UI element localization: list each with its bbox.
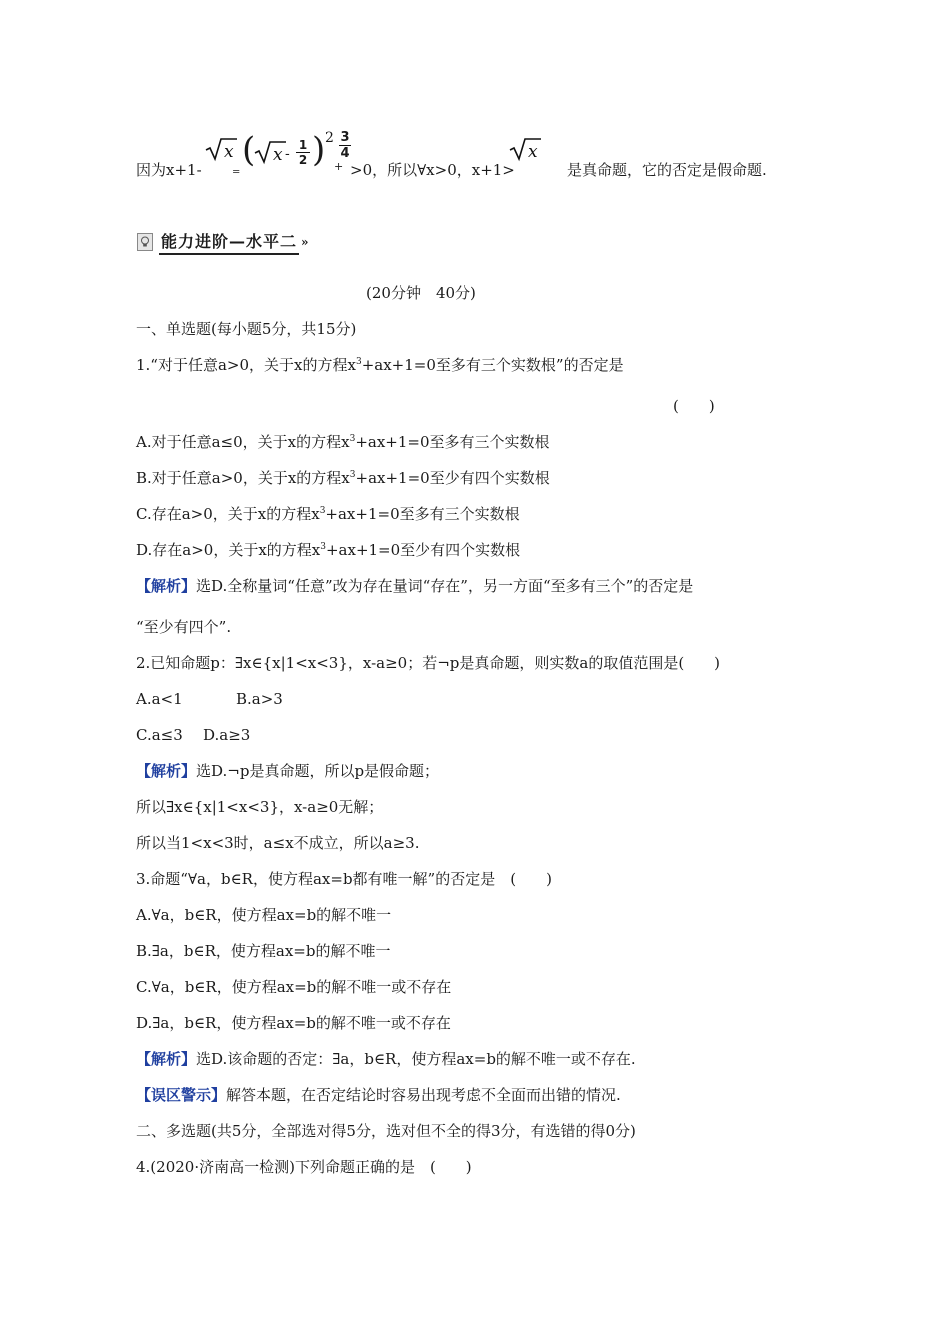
q2-option-b[interactable]: B.a>3 <box>236 690 283 708</box>
q1-option-c-tail: +ax+1=0至多有三个实数根 <box>325 505 520 523</box>
square-exponent: 2 <box>325 130 334 146</box>
part1-heading: 一、单选题(每小题5分，共15分) <box>136 320 357 338</box>
q3-option-d[interactable]: D.∃a，b∈R，使方程ax=b的解不唯一或不存在 <box>136 1014 451 1032</box>
plus-sign: + <box>334 160 344 173</box>
q3-warning <box>136 1085 621 1105</box>
section-title: 能力进阶—水平二 <box>159 229 299 255</box>
q1-option-b[interactable] <box>136 468 550 488</box>
left-paren: ( <box>242 130 256 170</box>
q3-analysis <box>136 1049 636 1069</box>
three-quarters-fraction <box>339 130 351 161</box>
q1-analysis-text: 选D.全称量词“任意”改为存在量词“存在”，另一方面“至多有三个”的否定是 <box>196 577 694 595</box>
q3-analysis-tag: 【解析】 <box>136 1050 197 1068</box>
part2-heading: 二、多选题(共5分，全部选对得5分，选对但不全的得3分，有选错的得0分) <box>136 1122 636 1140</box>
q1-option-c[interactable] <box>136 504 520 524</box>
svg-text:x: x <box>224 142 234 162</box>
right-paren: ) <box>312 130 326 170</box>
q1-exp: 3 <box>355 357 362 367</box>
q1-option-d[interactable] <box>136 540 520 560</box>
q2-analysis-line3: 所以当1<x<3时，a≤x不成立，所以a≥3. <box>136 834 420 852</box>
q1-option-a[interactable] <box>136 432 550 452</box>
q2-option-a[interactable]: A.a<1 <box>136 690 183 708</box>
equals-sign: = <box>232 167 241 178</box>
q1-option-a-text: A.对于任意a≤0，关于x的方程x <box>136 433 350 451</box>
q3-option-c[interactable]: C.∀a，b∈R，使方程ax=b的解不唯一或不存在 <box>136 978 452 996</box>
q1-option-c-text: C.存在a>0，关于x的方程x <box>136 505 320 523</box>
time-allotment: (20分钟 40分) <box>366 284 476 302</box>
q1-option-d-exp: 3 <box>320 542 326 552</box>
q1-option-d-text: D.存在a>0，关于x的方程x <box>136 541 321 559</box>
q3-option-b[interactable]: B.∃a，b∈R，使方程ax=b的解不唯一 <box>136 942 391 960</box>
q3-warning-tag: 【误区警示】 <box>136 1086 227 1104</box>
formula-prefix: 因为x+1- <box>136 161 202 179</box>
q2-option-d[interactable]: D.a≥3 <box>203 726 251 744</box>
sqrt-x-symbol-1 <box>204 136 238 162</box>
q3-option-a[interactable]: A.∀a，b∈R，使方程ax=b的解不唯一 <box>136 906 392 924</box>
q1-stem-a: 1.“对于任意a>0，关于x的方程x <box>136 356 356 374</box>
q1-option-a-exp: 3 <box>349 434 356 444</box>
q3-warning-text: 解答本题，在否定结论时容易出现考虑不全面而出错的情况. <box>226 1086 621 1104</box>
chevron-right-icon: » <box>301 235 309 249</box>
q1-option-a-tail: +ax+1=0至多有三个实数根 <box>355 433 550 451</box>
q4-stem: 4.(2020·济南高一检测)下列命题正确的是 ( ) <box>136 1158 472 1176</box>
svg-text:x: x <box>273 145 283 165</box>
q2-option-c[interactable]: C.a≤3 <box>136 726 183 744</box>
section-header <box>137 231 309 253</box>
q2-analysis <box>136 761 439 781</box>
q1-stem-b: +ax+1=0至多有三个实数根”的否定是 <box>361 356 624 374</box>
bulb-icon <box>137 233 153 251</box>
q3-stem: 3.命题“∀a，b∈R，使方程ax=b都有唯一解”的否定是 ( ) <box>136 870 552 888</box>
q1-option-b-exp: 3 <box>349 470 356 480</box>
half-denominator: 2 <box>298 153 308 167</box>
svg-text:x: x <box>528 142 538 162</box>
q1-analysis-cont: “至少有四个”. <box>136 618 232 636</box>
q1-option-b-text: B.对于任意a>0，关于x的方程x <box>136 469 350 487</box>
sqrt-x-symbol-2 <box>253 139 287 165</box>
q1-analysis <box>136 576 693 596</box>
half-numerator: 1 <box>296 138 310 153</box>
q2-analysis-line2: 所以∃x∈{x|1<x<3}，x-a≥0无解； <box>136 798 384 816</box>
q1-option-c-exp: 3 <box>319 506 326 516</box>
q1-analysis-tag: 【解析】 <box>136 577 197 595</box>
minus-sign: - <box>285 146 290 162</box>
q2-stem: 2.已知命题p：∃x∈{x|1<x<3}，x-a≥0；若¬p是真命题，则实数a的取值范围是( ) <box>136 654 721 672</box>
formula-suffix: 是真命题，它的否定是假命题. <box>567 161 767 179</box>
q3-analysis-text: 选D.该命题的否定：∃a，b∈R，使方程ax=b的解不唯一或不存在. <box>196 1050 636 1068</box>
half-fraction <box>296 138 310 167</box>
sqrt-x-symbol-3 <box>508 136 542 162</box>
q1-option-b-tail: +ax+1=0至少有四个实数根 <box>355 469 550 487</box>
quarter-numerator: 3 <box>340 130 350 145</box>
q1-stem <box>136 355 624 375</box>
q2-analysis-text: 选D.¬p是真命题，所以p是假命题； <box>196 762 440 780</box>
q1-answer-blank: ( ) <box>673 397 715 415</box>
formula-middle: >0，所以∀x>0，x+1> <box>350 161 515 179</box>
q2-analysis-tag: 【解析】 <box>136 762 197 780</box>
q1-option-d-tail: +ax+1=0至少有四个实数根 <box>325 541 521 559</box>
quarter-denominator: 4 <box>340 146 350 161</box>
